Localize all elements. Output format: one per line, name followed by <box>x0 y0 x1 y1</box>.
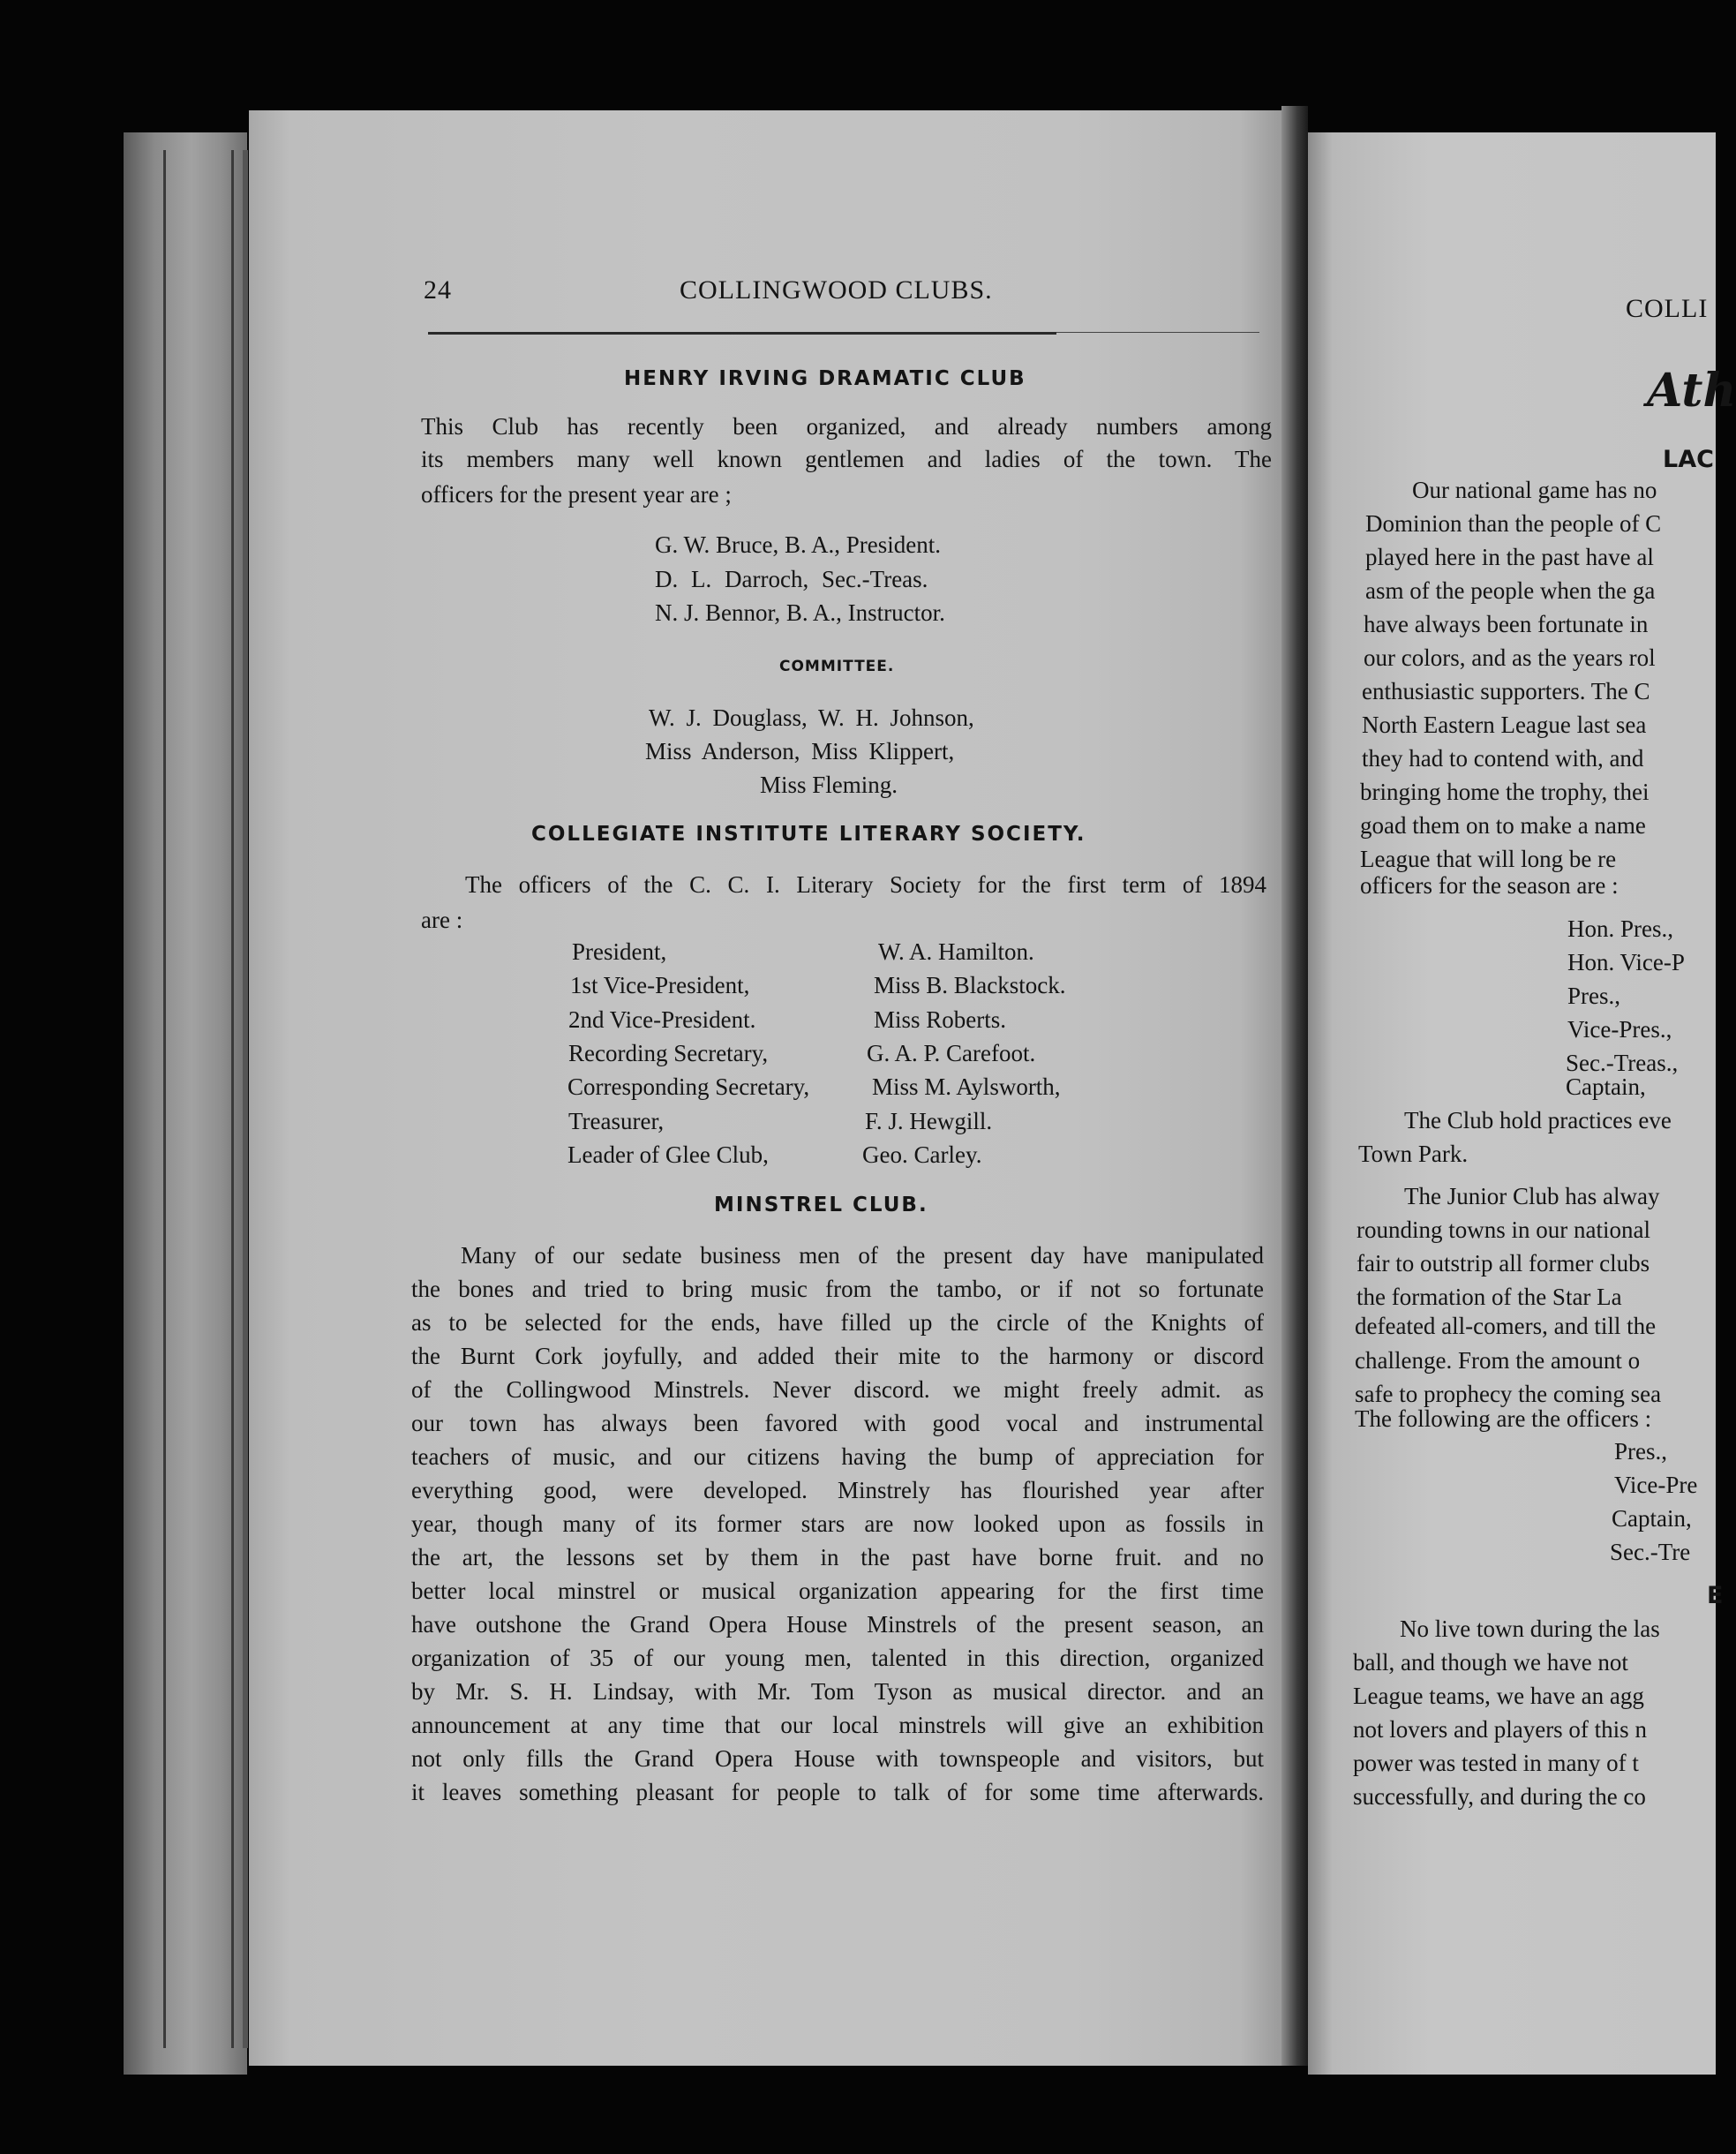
officer-line: N. J. Bennor, B. A., Instructor. <box>655 599 945 626</box>
officer-role: Treasurer, <box>568 1108 665 1134</box>
right-paragraph-line: League teams, we have an agg <box>1353 1683 1644 1709</box>
right-paragraph-line: The Junior Club has alway <box>1404 1183 1660 1209</box>
right-officer-role: Captain, <box>1566 1073 1646 1100</box>
right-paragraph-line: our colors, and as the years rol <box>1364 644 1656 671</box>
paragraph-line: organization of 35 of our young men, talented in this direction, organized <box>411 1645 1264 1671</box>
book-page-edges <box>124 132 247 2075</box>
right-paragraph-line: successfully, and during the co <box>1353 1783 1646 1810</box>
running-head: COLLINGWOOD CLUBS. <box>680 275 993 305</box>
officer-name: W. A. Hamilton. <box>878 938 1034 965</box>
paragraph-line: our town has always been favored with good vocal and instrumental <box>411 1410 1264 1436</box>
right-running-head: COLLI <box>1626 294 1709 323</box>
officer-line: D. L. Darroch, Sec.-Treas. <box>655 566 928 592</box>
header-rule <box>428 332 1056 335</box>
right-paragraph-line: Our national game has no <box>1412 477 1657 503</box>
paragraph-line: the Burnt Cork joyfully, and added their mite to the harmony or discord <box>411 1343 1264 1369</box>
right-officer-role: Sec.-Treas., <box>1566 1050 1679 1076</box>
right-officer-role: Pres., <box>1614 1438 1667 1465</box>
page-edge-line <box>231 150 234 2048</box>
paragraph-line: This Club has recently been organized, and already numbers among <box>421 413 1272 440</box>
right-paragraph-line: bringing home the trophy, thei <box>1360 779 1650 805</box>
right-officer-role: Captain, <box>1612 1505 1692 1532</box>
right-officer-role: Hon. Vice-P <box>1567 949 1685 975</box>
right-officer-role: Hon. Pres., <box>1567 915 1673 942</box>
paragraph-line: year, though many of its former stars are now looked upon as fossils in <box>411 1510 1264 1537</box>
paragraph-line: the bones and tried to bring music from the tambo, or if not so fortunate <box>411 1276 1264 1302</box>
committee-line: W. J. Douglass, W. H. Johnson, <box>649 704 974 731</box>
right-paragraph-line: challenge. From the amount o <box>1355 1347 1641 1374</box>
right-officer-role: Vice-Pres., <box>1567 1016 1672 1043</box>
right-subheading-lacrosse: LAC <box>1663 446 1714 473</box>
officer-line: G. W. Bruce, B. A., President. <box>655 531 941 558</box>
right-paragraph-line: they had to contend with, and <box>1362 745 1644 772</box>
book-gutter <box>1281 106 1308 2066</box>
section-heading-minstrel-club: MINSTREL CLUB. <box>714 1194 928 1216</box>
paragraph-line: The officers of the C. C. I. Literary Society for the first term of 1894 <box>465 871 1266 898</box>
page-edge-line <box>163 150 166 2048</box>
paragraph-line: everything good, were developed. Minstrely has flourished year after <box>411 1477 1264 1503</box>
paragraph-line: by Mr. S. H. Lindsay, with Mr. Tom Tyson as musical director. and an <box>411 1678 1264 1705</box>
officer-name: F. J. Hewgill. <box>865 1108 993 1134</box>
right-paragraph-line: played here in the past have al <box>1365 544 1654 570</box>
page-number: 24 <box>424 275 452 305</box>
officer-name: Miss B. Blackstock. <box>874 972 1066 998</box>
committee-line: Miss Anderson, Miss Klippert, <box>645 738 955 764</box>
officer-role: 2nd Vice-President. <box>568 1006 756 1033</box>
paragraph-line: the art, the lessons set by them in the past have borne fruit. and no <box>411 1544 1264 1570</box>
right-paragraph-line: goad them on to make a name <box>1360 812 1646 839</box>
right-paragraph-line: officers for the season are : <box>1360 872 1619 899</box>
right-officer-role: Pres., <box>1567 983 1620 1009</box>
right-officer-role: Sec.-Tre <box>1610 1539 1691 1565</box>
right-section-script-heading: Ath <box>1647 364 1736 418</box>
committee-line: Miss Fleming. <box>760 772 898 798</box>
paragraph-line: it leaves something pleasant for people to talk of for some time afterwards. <box>411 1779 1264 1805</box>
section-heading-dramatic-club: HENRY IRVING DRAMATIC CLUB <box>624 367 1026 390</box>
right-paragraph-line: asm of the people when the ga <box>1365 577 1656 604</box>
paragraph-line: teachers of music, and our citizens having the bump of appreciation for <box>411 1443 1264 1470</box>
right-subheading-letter: E <box>1707 1582 1724 1609</box>
right-paragraph-line: enthusiastic supporters. The C <box>1362 678 1650 704</box>
paragraph-line: as to be selected for the ends, have filled up the circle of the Knights of <box>411 1309 1264 1336</box>
right-paragraph-line: Dominion than the people of C <box>1365 510 1662 537</box>
officer-name: Miss Roberts. <box>874 1006 1007 1033</box>
header-rule-thin <box>1056 332 1259 333</box>
paragraph-line: of the Collingwood Minstrels. Never discord. we might freely admit. as <box>411 1376 1264 1403</box>
paragraph-line: its members many well known gentlemen and ladies of the town. The <box>421 446 1272 472</box>
right-paragraph-line: ball, and though we have not <box>1353 1649 1628 1676</box>
paragraph-line: have outshone the Grand Opera House Minstrels of the present season, an <box>411 1611 1264 1638</box>
paragraph-line: are : <box>421 907 463 933</box>
officer-role: President, <box>572 938 667 965</box>
page-edge-line <box>243 150 248 2048</box>
right-paragraph-line: No live town during the las <box>1400 1616 1660 1642</box>
right-paragraph-line: have always been fortunate in <box>1364 611 1649 637</box>
committee-heading: COMMITTEE. <box>779 658 895 675</box>
section-heading-literary-society: COLLEGIATE INSTITUTE LITERARY SOCIETY. <box>531 823 1086 846</box>
right-officer-role: Vice-Pre <box>1614 1472 1698 1498</box>
paragraph-line: announcement at any time that our local minstrels will give an exhibition <box>411 1712 1264 1738</box>
right-paragraph-line: Town Park. <box>1358 1141 1469 1167</box>
right-paragraph-line: the formation of the Star La <box>1356 1284 1622 1310</box>
officer-name: G. A. P. Carefoot. <box>867 1040 1036 1066</box>
right-paragraph-line: North Eastern League last sea <box>1362 712 1647 738</box>
officer-role: Leader of Glee Club, <box>567 1141 769 1168</box>
right-paragraph-line: power was tested in many of t <box>1353 1750 1639 1776</box>
right-paragraph-line: rounding towns in our national <box>1356 1216 1650 1243</box>
right-paragraph-line: not lovers and players of this n <box>1353 1716 1647 1743</box>
officer-role: Recording Secretary, <box>568 1040 769 1066</box>
paragraph-line: Many of our sedate business men of the present day have manipulated <box>461 1242 1264 1269</box>
officer-name: Geo. Carley. <box>862 1141 982 1168</box>
officer-role: Corresponding Secretary, <box>567 1073 810 1100</box>
right-paragraph-line: safe to prophecy the coming sea <box>1355 1381 1662 1407</box>
right-paragraph-line: The following are the officers : <box>1355 1405 1652 1432</box>
right-paragraph-line: The Club hold practices eve <box>1404 1107 1672 1133</box>
officer-role: 1st Vice-President, <box>570 972 750 998</box>
paragraph-line: officers for the present year are ; <box>421 481 732 508</box>
paragraph-line: better local minstrel or musical organization appearing for the first time <box>411 1578 1264 1604</box>
right-paragraph-line: League that will long be re <box>1360 846 1617 872</box>
right-paragraph-line: defeated all-comers, and till the <box>1355 1313 1657 1339</box>
right-paragraph-line: fair to outstrip all former clubs <box>1356 1250 1650 1277</box>
paragraph-line: not only fills the Grand Opera House with townspeople and visitors, but <box>411 1745 1264 1772</box>
officer-name: Miss M. Aylsworth, <box>872 1073 1061 1100</box>
